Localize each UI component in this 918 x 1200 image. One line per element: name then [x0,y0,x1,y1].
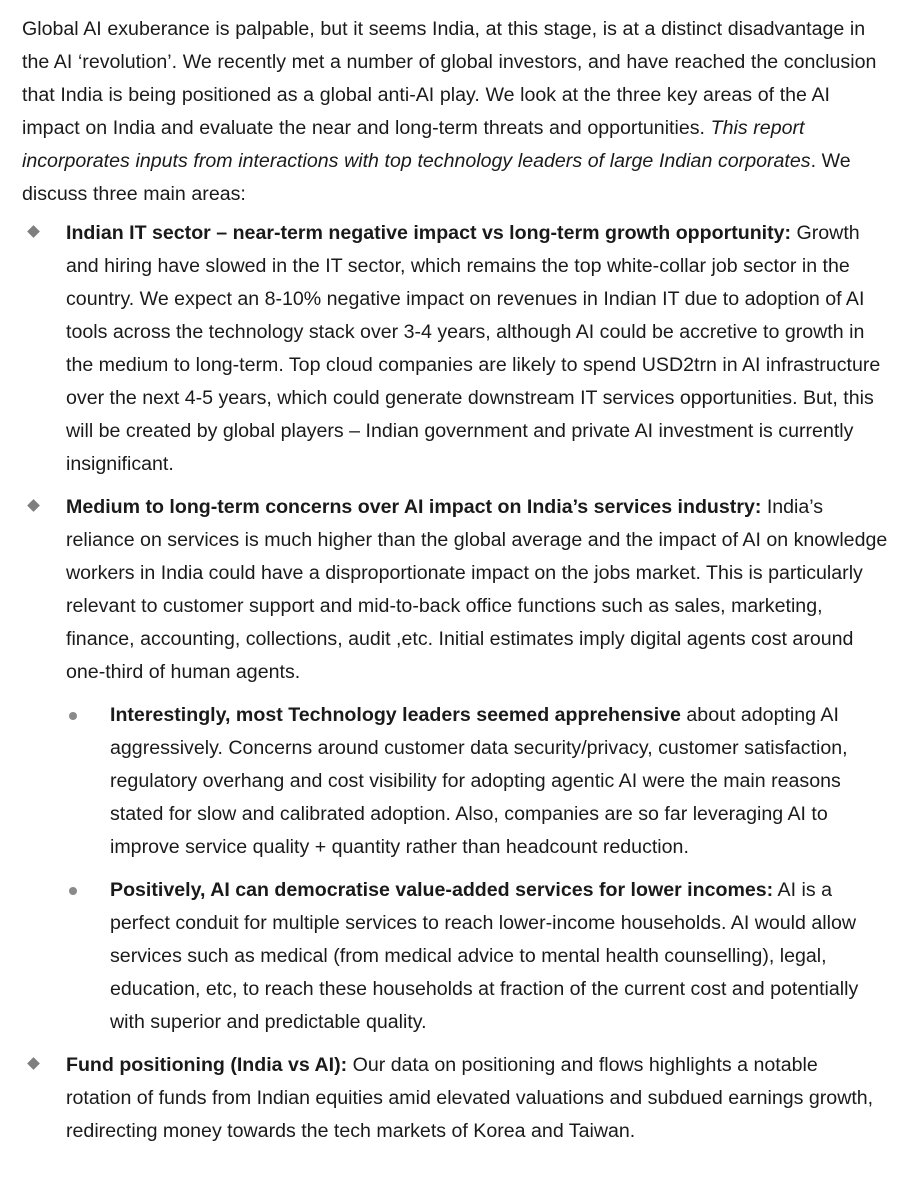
bullet-heading: Indian IT sector – near-term negative impact vs long-term growth opportunity: [66,222,792,244]
sub-bullet-technology-leaders [66,699,888,864]
intro-text: Global AI exuberance is palpable, but it seems India, at this stage, is at a distinct disadvantage in the AI ‘revolution’. We recently met a number of global investors, and have reached the conclusion that India is being positioned as a global anti-AI play. We look at the three key areas of the AI impact on India and evaluate the near and long-term threats and opportunities. [22,18,877,139]
sub-bullet-list [66,699,888,1039]
sub-bullet-heading: Positively, AI can democratise value-added services for lower incomes: [110,879,774,901]
intro-italic-text: This report incorporates inputs from interactions with top technology leaders of large Indian corporates [22,117,811,172]
intro-paragraph [22,13,888,211]
diamond-bullet-icon [27,225,40,238]
diamond-bullet-icon [27,1057,40,1070]
bullet-services-industry [22,491,888,1039]
bullet-fund-positioning [22,1049,888,1148]
sub-bullet-body: AI is a perfect conduit for multiple services to reach lower-income households. AI would allow services such as medical (from medical advice to mental health counselling), legal, education, etc, to reach these households at fraction of the current cost and potentially with superior and predictable quality. [110,879,859,1033]
bullet-heading: Medium to long-term concerns over AI impact on India’s services industry: [66,496,762,518]
dot-bullet-icon [69,887,77,895]
intro-text-end: . We discuss three main areas: [22,150,851,205]
sub-bullet-democratise-services [66,874,888,1039]
sub-bullet-heading: Interestingly, most Technology leaders seemed apprehensive [110,704,681,726]
main-bullet-list [22,217,888,1148]
bullet-indian-it-sector [22,217,888,481]
diamond-bullet-icon [27,499,40,512]
bullet-body: India’s reliance on services is much higher than the global average and the impact of AI on knowledge workers in India could have a disproportionate impact on the jobs market. This is particularly relevant to customer support and mid-to-back office functions such as sales, marketing, finance, accounting, collections, audit ,etc. Initial estimates imply digital agents cost around one-third of human agents. [66,496,888,683]
sub-bullet-body: about adopting AI aggressively. Concerns around customer data security/privacy, customer satisfaction, regulatory overhang and cost visibility for adopting agentic AI were the main reasons stated for slow and calibrated adoption. Also, companies are so far leveraging AI to improve service quality + quantity rather than headcount reduction. [110,704,848,858]
dot-bullet-icon [69,712,77,720]
bullet-body: Growth and hiring have slowed in the IT sector, which remains the top white-collar job sector in the country. We expect an 8-10% negative impact on revenues in Indian IT due to adoption of AI tools across the technology stack over 3-4 years, although AI could be accretive to growth in the medium to long-term. Top cloud companies are likely to spend USD2trn in AI infrastructure over the next 4-5 years, which could generate downstream IT services opportunities. But, this will be created by global players – Indian government and private AI investment is currently insignificant. [66,222,881,475]
bullet-heading: Fund positioning (India vs AI): [66,1054,348,1076]
bullet-body: Our data on positioning and flows highlights a notable rotation of funds from Indian equities amid elevated valuations and subdued earnings growth, redirecting money towards the tech markets of Korea and Taiwan. [66,1054,874,1142]
